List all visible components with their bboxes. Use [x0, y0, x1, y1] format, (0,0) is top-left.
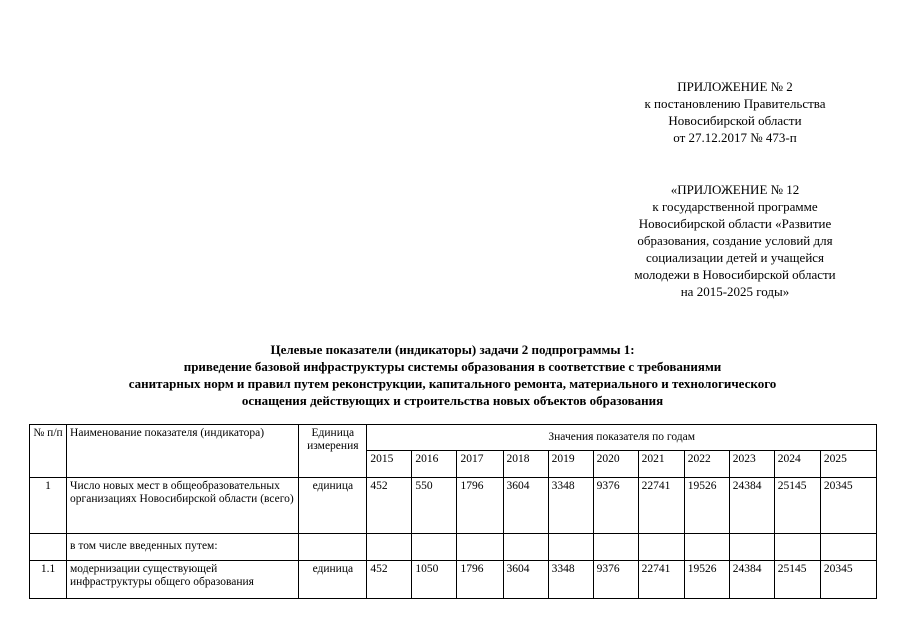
title-line: санитарных норм и правил путем реконструкции, капитального ремонта, материального и технологического [128, 376, 777, 391]
value-cell [367, 534, 412, 561]
value-cell [729, 534, 774, 561]
program-appendix-line: Новосибирской области «Развитие [638, 216, 832, 231]
value-cell: 9376 [593, 478, 638, 534]
title-line: приведение базовой инфраструктуры системы образования в соответствие с требованиями [183, 359, 722, 374]
value-cell: 24384 [729, 478, 774, 534]
year-header: 2016 [412, 451, 457, 478]
value-cell: 3348 [548, 478, 593, 534]
program-appendix-line: социализации детей и учащейся [645, 250, 825, 265]
table-row [30, 478, 877, 534]
value-cell [503, 534, 548, 561]
appendix-header-line: ПРИЛОЖЕНИЕ № 2 [677, 79, 793, 94]
value-cell [593, 534, 638, 561]
table-row [30, 534, 877, 561]
indicators-table [29, 424, 877, 599]
col-num-header: № п/п [30, 425, 67, 478]
unit-cell: единица [299, 478, 367, 534]
year-header: 2017 [457, 451, 503, 478]
year-header: 2024 [774, 451, 820, 478]
program-appendix-line: на 2015-2025 годы» [680, 284, 790, 299]
year-header: 2025 [820, 451, 876, 478]
value-cell: 25145 [774, 478, 820, 534]
appendix-header-line: Новосибирской области [668, 113, 802, 128]
year-header: 2018 [503, 451, 548, 478]
value-cell: 20345 [820, 478, 876, 534]
indicator-name: модернизации существующей инфраструктуры общего образования [67, 561, 299, 599]
row-number: 1.1 [30, 561, 67, 599]
year-header: 2021 [638, 451, 684, 478]
title-line: оснащения действующих и строительства новых объектов образования [241, 393, 664, 408]
unit-cell: единица [299, 561, 367, 599]
value-cell: 1796 [457, 478, 503, 534]
value-cell: 3604 [503, 561, 548, 599]
appendix-header [600, 78, 870, 146]
row-number [30, 534, 67, 561]
col-name-header: Наименование показателя (индикатора) [67, 425, 299, 478]
value-cell [820, 534, 876, 561]
value-cell [412, 534, 457, 561]
value-cell: 22741 [638, 561, 684, 599]
program-appendix-line: образования, создание условий для [637, 233, 833, 248]
appendix-header-line: от 27.12.2017 № 473-п [673, 130, 797, 145]
value-cell [457, 534, 503, 561]
col-values-header: Значения показателя по годам [367, 425, 877, 451]
value-cell: 9376 [593, 561, 638, 599]
value-cell: 3348 [548, 561, 593, 599]
value-cell [684, 534, 729, 561]
program-appendix-line: к государственной программе [652, 199, 818, 214]
row-number: 1 [30, 478, 67, 534]
value-cell: 1796 [457, 561, 503, 599]
value-cell: 19526 [684, 561, 729, 599]
value-cell [774, 534, 820, 561]
value-cell: 22741 [638, 478, 684, 534]
year-header: 2019 [548, 451, 593, 478]
program-appendix-line: «ПРИЛОЖЕНИЕ № 12 [670, 182, 800, 197]
value-cell: 24384 [729, 561, 774, 599]
appendix-header-line: к постановлению Правительства [644, 96, 826, 111]
title-line: Целевые показатели (индикаторы) задачи 2 подпрограммы 1: [270, 342, 635, 357]
value-cell: 20345 [820, 561, 876, 599]
program-appendix-line: молодежи в Новосибирской области [634, 267, 836, 282]
indicator-name: Число новых мест в общеобразовательных организациях Новосибирской области (всего) [67, 478, 299, 534]
value-cell: 550 [412, 478, 457, 534]
value-cell: 452 [367, 561, 412, 599]
value-cell: 3604 [503, 478, 548, 534]
subheading-cell: в том числе введенных путем: [67, 534, 299, 561]
value-cell: 1050 [412, 561, 457, 599]
year-header: 2023 [729, 451, 774, 478]
value-cell: 25145 [774, 561, 820, 599]
document-title [40, 341, 865, 409]
table-row [30, 561, 877, 599]
year-header: 2020 [593, 451, 638, 478]
unit-cell [299, 534, 367, 561]
value-cell: 452 [367, 478, 412, 534]
year-header: 2022 [684, 451, 729, 478]
year-header: 2015 [367, 451, 412, 478]
program-appendix-header [600, 181, 870, 300]
value-cell: 19526 [684, 478, 729, 534]
col-unit-header: Единица измерения [299, 425, 367, 478]
value-cell [638, 534, 684, 561]
value-cell [548, 534, 593, 561]
